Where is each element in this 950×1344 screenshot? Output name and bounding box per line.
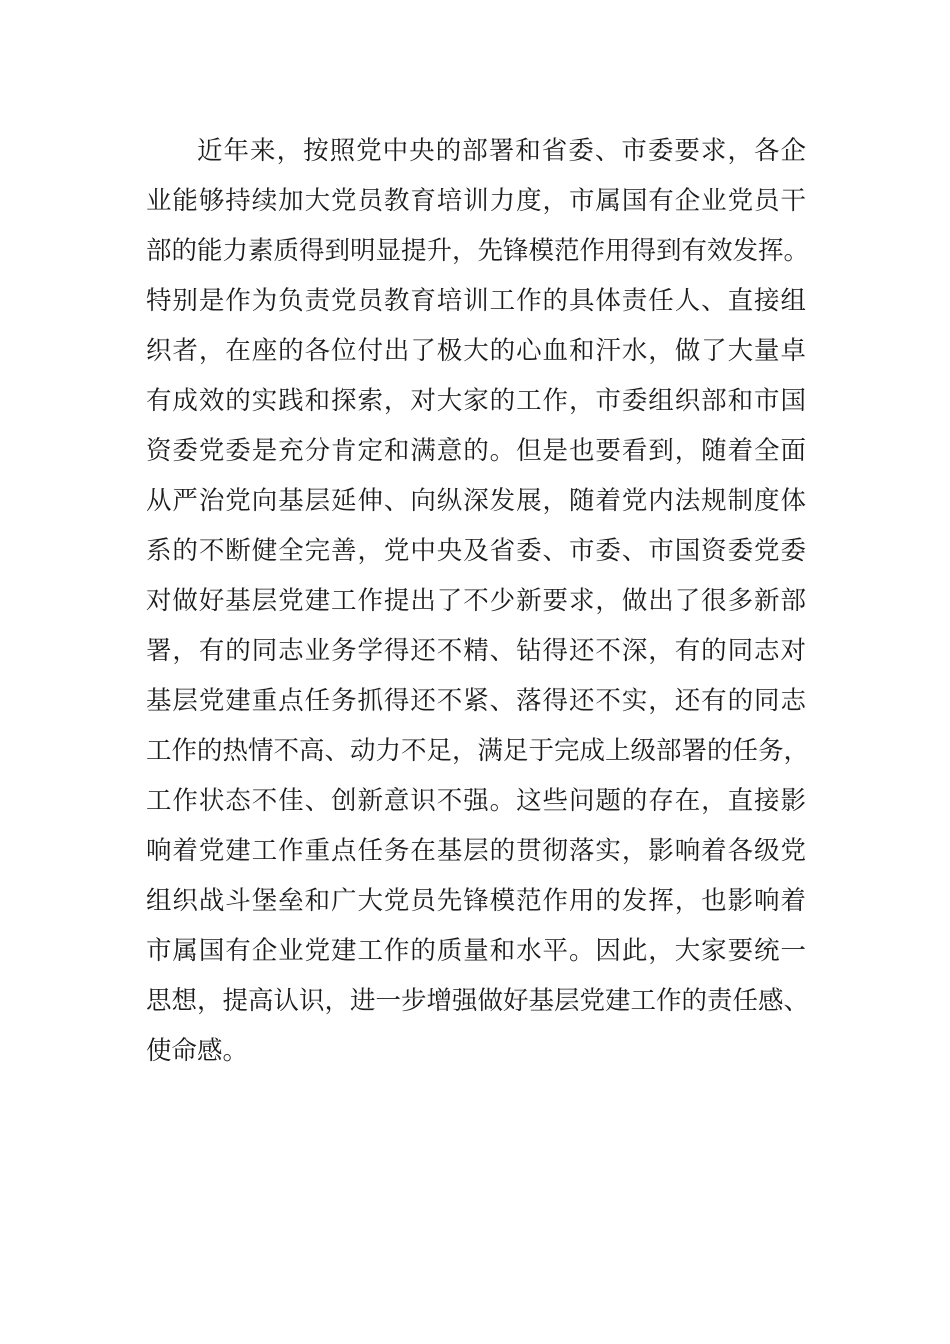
paragraph-line: 从严治党向基层延伸、向纵深发展，随着党内法规制度体 — [146, 486, 806, 516]
paragraph-line: 工作状态不佳、创新意识不强。这些问题的存在，直接影 — [146, 786, 806, 816]
paragraph-line: 资委党委是充分肯定和满意的。但是也要看到，随着全面 — [146, 436, 806, 466]
paragraph-line: 系的不断健全完善，党中央及省委、市委、市国资委党委 — [146, 536, 806, 566]
paragraph-line: 思想，提高认识，进一步增强做好基层党建工作的责任感、 — [146, 986, 810, 1016]
paragraph-line: 业能够持续加大党员教育培训力度，市属国有企业党员干 — [146, 186, 806, 216]
paragraph-line: 近年来，按照党中央的部署和省委、市委要求，各企 — [197, 136, 806, 166]
paragraph-line: 市属国有企业党建工作的质量和水平。因此，大家要统一 — [146, 936, 806, 966]
paragraph-line: 工作的热情不高、动力不足，满足于完成上级部署的任务， — [146, 736, 810, 766]
paragraph-line: 使命感。 — [146, 1036, 249, 1066]
paragraph-line: 组织战斗堡垒和广大党员先锋模范作用的发挥，也影响着 — [146, 886, 806, 916]
paragraph-line: 基层党建重点任务抓得还不紧、落得还不实，还有的同志 — [146, 686, 806, 716]
paragraph-line: 部的能力素质得到明显提升，先锋模范作用得到有效发挥。 — [146, 236, 810, 266]
paragraph-line: 署，有的同志业务学得还不精、钻得还不深，有的同志对 — [146, 636, 806, 666]
body-paragraph — [146, 126, 810, 1076]
paragraph-line: 对做好基层党建工作提出了不少新要求，做出了很多新部 — [146, 586, 806, 616]
paragraph-line: 特别是作为负责党员教育培训工作的具体责任人、直接组 — [146, 286, 806, 316]
paragraph-line: 织者，在座的各位付出了极大的心血和汗水，做了大量卓 — [146, 336, 806, 366]
paragraph-line: 有成效的实践和探索，对大家的工作，市委组织部和市国 — [146, 386, 806, 416]
paragraph-line: 响着党建工作重点任务在基层的贯彻落实，影响着各级党 — [146, 836, 806, 866]
